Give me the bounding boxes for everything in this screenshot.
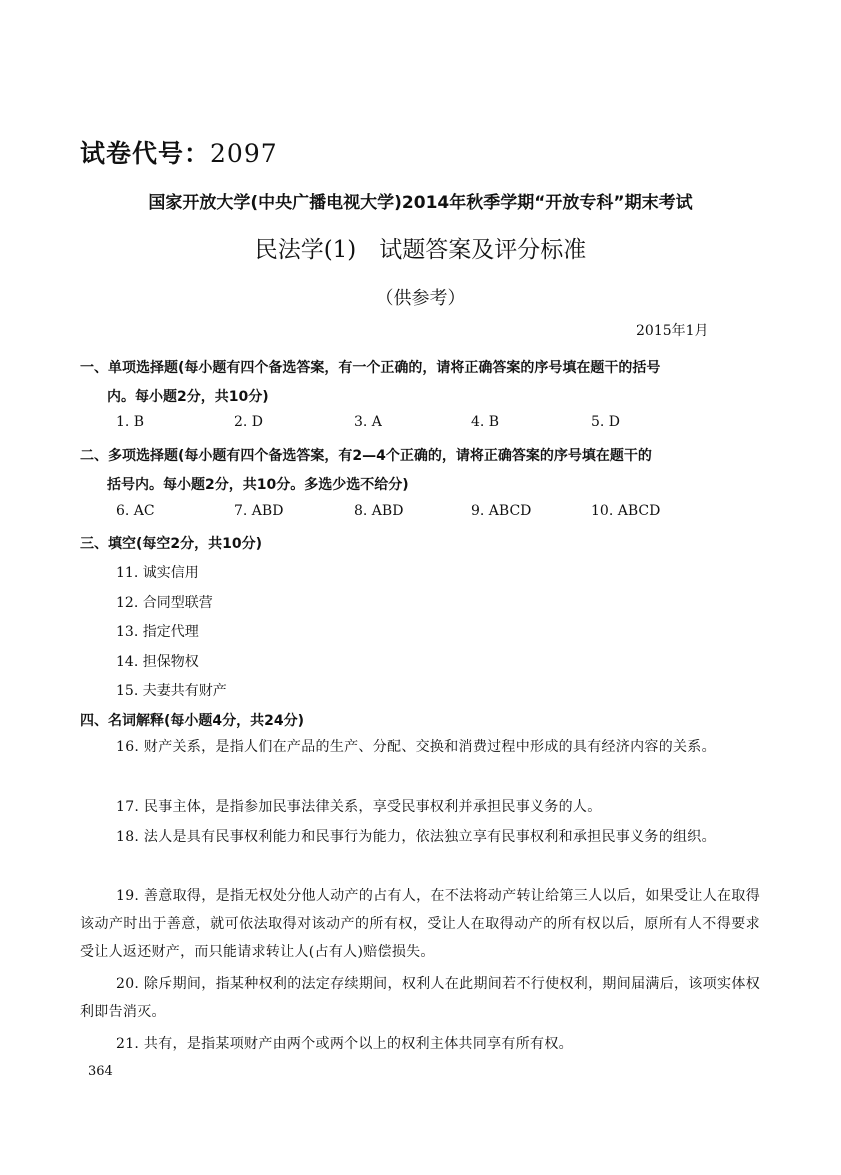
exam-code [80,134,278,170]
definition-16: 16. 财产关系，是指人们在产品的生产、分配、交换和消费过程中形成的具有经济内容的关系。 [116,739,716,755]
definition-21: 21. 共有，是指某项财产由两个或两个以上的权利主体共同享有所有权。 [116,1036,573,1052]
definition-17: 17. 民事主体，是指参加民事法律关系，享受民事权利并承担民事义务的人。 [116,799,602,815]
fill-answer-14: 14. 担保物权 [116,654,199,670]
page-title: 民法学(1) 试题答案及评分标准 [254,237,587,263]
exam-code-label: 试卷代号： [80,139,211,168]
page-subtitle: （供参考） [375,288,466,309]
section-2-heading-cont: 括号内。每小题2分，共10分。多选少选不给分) [107,477,409,493]
page-number: 364 [88,1064,113,1079]
fill-answer-15: 15. 夫妻共有财产 [116,683,227,699]
exam-code-number: 2097 [210,139,278,168]
answer-10: 10. ABCD [591,503,661,519]
answer-3: 3. A [354,414,382,430]
section-4-heading: 四、名词解释(每小题4分，共24分) [80,713,305,729]
answer-1: 1. B [116,414,145,430]
fill-answer-11: 11. 诚实信用 [116,565,199,581]
answer-9: 9. ABCD [471,503,532,519]
answer-2: 2. D [234,414,264,430]
answer-6: 6. AC [116,503,155,519]
definition-20: 20. 除斥期间，指某种权利的法定存续期间，权利人在此期间若不行使权利，期间届满后，该项实体权利即告消灭。 [80,976,760,1020]
definition-19: 19. 善意取得，是指无权处分他人动产的占有人，在不法将动产转让给第三人以后，如果受让人在取得该动产时出于善意，就可依法取得对该动产的所有权，受让人在取得动产的所有权以后，原所有人不得要求受让人返还财产，而只能请求转让人(占有人)赔偿损失。 [80,888,760,960]
answer-8: 8. ABD [354,503,404,519]
section-3-heading: 三、填空(每空2分，共10分) [80,536,263,552]
section-2-heading: 二、多项选择题(每小题有四个备选答案，有2—4个正确的，请将正确答案的序号填在题干的 [80,448,652,464]
answer-5: 5. D [591,414,621,430]
fill-answer-12: 12. 合同型联营 [116,595,213,611]
section-1-heading: 一、单项选择题(每小题有四个备选答案，有一个正确的，请将正确答案的序号填在题干的括号 [80,360,661,376]
definition-18: 18. 法人是具有民事权利能力和民事行为能力，依法独立享有民事权利和承担民事义务的组织。 [116,829,716,845]
section-1-heading-cont: 内。每小题2分，共10分) [107,389,269,405]
answer-7: 7. ABD [234,503,284,519]
exam-header: 国家开放大学(中央广播电视大学)2014年秋季学期“开放专科”期末考试 [148,193,693,213]
fill-answer-13: 13. 指定代理 [116,624,199,640]
answer-4: 4. B [471,414,500,430]
exam-date: 2015年1月 [636,323,709,339]
